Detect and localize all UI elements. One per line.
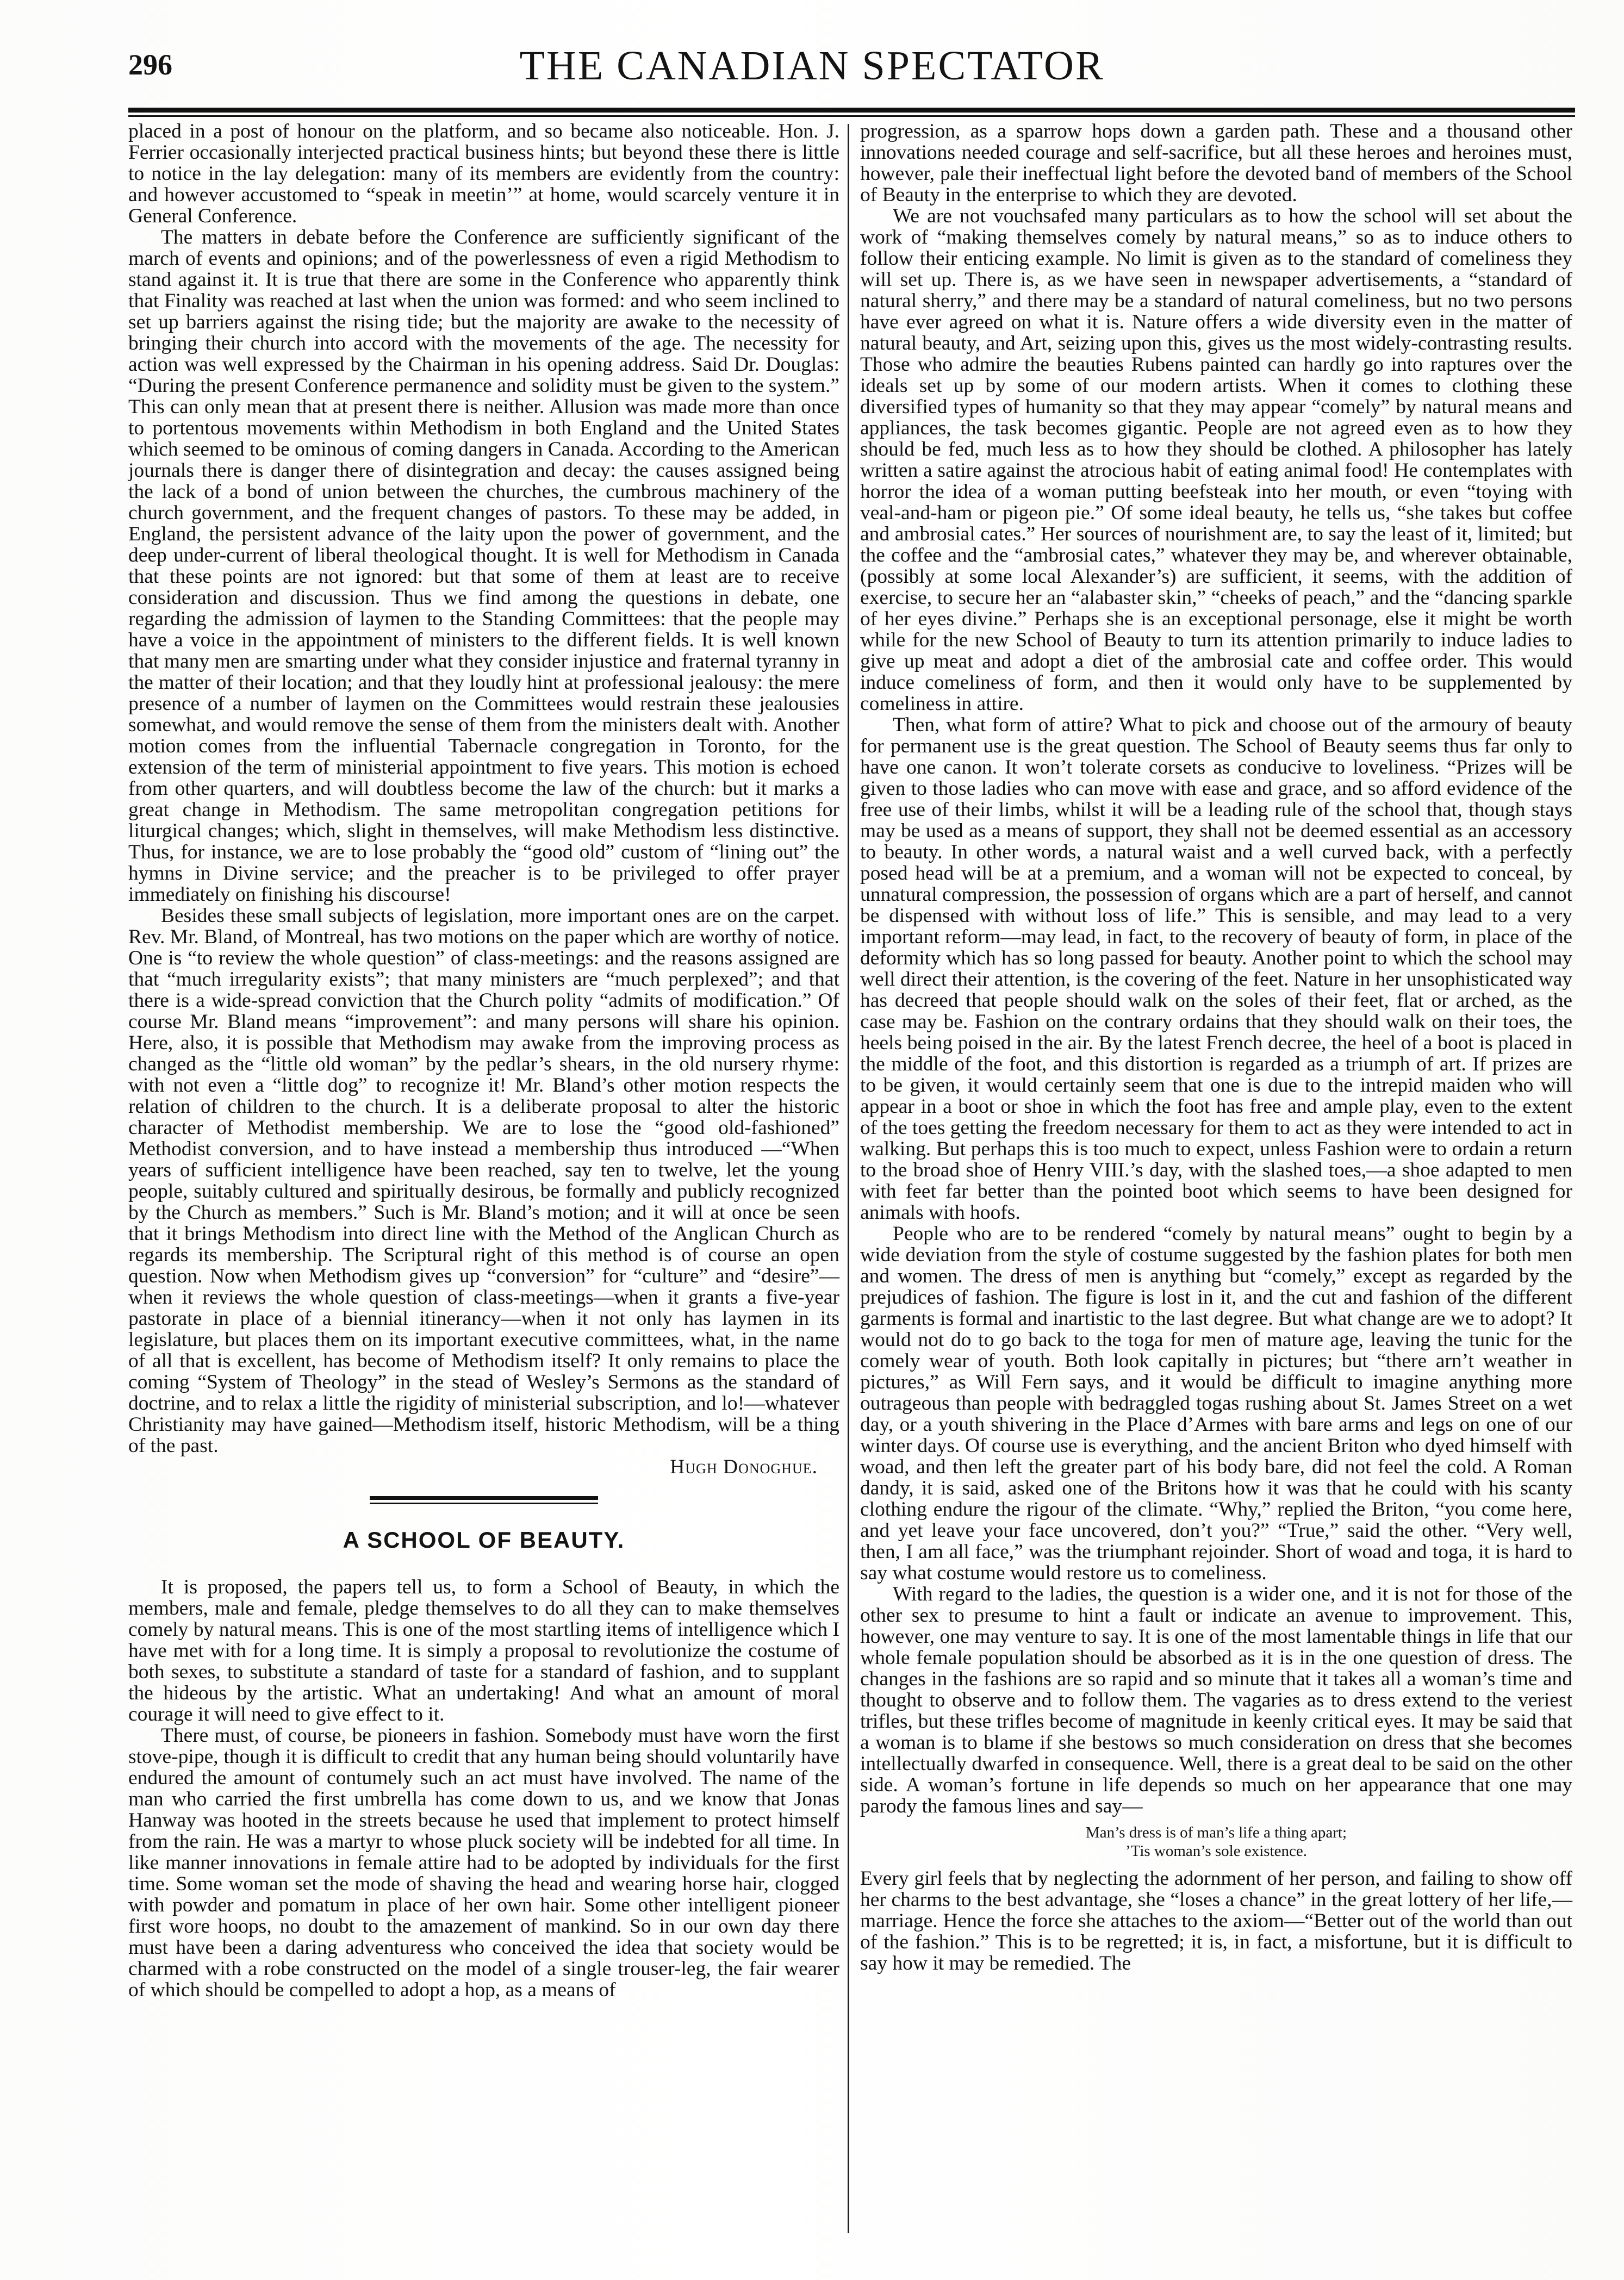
article-paragraph: People who are to be rendered “comely by natural means” ought to begin by a wide deviation from the style of costume suggested by the fashion plates for both men and women. The dress of men is anything but “comely,” except as regarded by the prejudices of fashion. The figure is lost in it, and the cut and fashion of the different garments is formal and inartistic to the last degree. But what change are we to adopt? It would not do to go back to the toga for men of mature age, leaving the tunic for the comely wear of youth. Both look capitally in pictures; but “there arn’t weather in pictures,” as Will Fern says, and it would be difficult to imagine anything more outrageous than people with bedraggled togas rushing about St. James Street on a wet day, or a youth shivering in the Place d’Armes with bare arms and legs on one of our winter days. Of course use is everything, and the ancient Briton who dyed himself with woad, and then left the greater part of his body bare, did not feel the cold. A Roman dandy, it is said, asked one of the Britons how it was that he could with his scanty clothing endure the rigour of the climate. “Why,” replied the Briton, “you come here, and yet leave your face uncovered, don’t you?” “True,” said the other. “Very well, then, I am all face,” was the triumphant rejoinder. Short of woad and toga, it is hard to say what costume would restore us to comeliness. xyxy=(860,1223,1572,1584)
article-paragraph: Besides these small subjects of legislation, more important ones are on the carpet. Rev. Mr. Bland, of Montreal, has two motions on the paper which are worthy of notice. One is “to review the whole question” of class-meetings: and the reasons assigned are that “much irregularity exists”; that many ministers are “much perplexed”; and that there is a wide-spread conviction that the Church polity “admits of modification.” Of course Mr. Bland means “improvement”: and many persons will share his opinion. Here, also, it is possible that Methodism may awake from the improving process as changed as the “little old woman” by the pedlar’s shears, in the old nursery rhyme: with not even a “little dog” to recognize it! Mr. Bland’s other motion respects the relation of children to the church. It is a deliberate proposal to alter the historic character of Methodist membership. We are to lose the “good old-fashioned” Methodist conversion, and to have instead a membership thus introduced —“When years of sufficient intelligence have been reached, say ten to twelve, let the young people, suitably cultured and spiritually desirous, be formally and publicly recognized by the Church as members.” Such is Mr. Bland’s motion; and it will at once be seen that it brings Methodism into direct line with the Method of the Anglican Church as regards its membership. The Scriptural right of this method is of course an open question. Now when Methodism gives up “conversion” for “culture” and “desire”—when it reviews the whole question of class-meetings—when it grants a five-year pastorate in place of a biennial itinerancy—when it not only has laymen in its legislature, but places them on its important executive committees, what, in the name of all that is excellent, has become of Methodism itself? It only remains to place the coming “System of Theology” in the stead of Wesley’s Sermons as the standard of doctrine, and to relax a little the rigidity of ministerial subscription, and lo!—whatever Christianity may have gained—Methodism itself, historic Methodism, will be a thing of the past. xyxy=(128,905,839,1457)
article-paragraph: placed in a post of honour on the platform, and so became also noticeable. Hon. J. Ferrier occasionally interjected practical business hints; but beyond these there is little to notice in the lay delegation: many of its members are evidently from the country: and however accustomed to “speak in meetin’” at home, would scarcely venture it in General Conference. xyxy=(128,120,839,227)
article-paragraph: With regard to the ladies, the question is a wider one, and it is not for those of the other sex to presume to hint a fault or indicate an avenue to improvement. This, however, one may venture to say. It is one of the most lamentable things in life that our whole female population should be absorbed as it is in the one question of dress. The changes in the fashions are so rapid and so minute that it takes all a woman’s time and thought to observe and to follow them. The vagaries as to dress extend to the veriest trifles, but these trifles become of magnitude in keenly critical eyes. It may be said that a woman is to blame if she bestows so much consideration on dress that she becomes intellectually dwarfed in consequence. Well, there is a great deal to be said on the other side. A woman’s fortune in life depends so much on her appearance that one may parody the famous lines and say— xyxy=(860,1583,1572,1817)
section-title: A SCHOOL OF BEAUTY. xyxy=(343,1527,625,1553)
section-divider-thick xyxy=(370,1496,598,1500)
verse-line: Man’s dress is of man’s life a thing apart; xyxy=(1085,1824,1347,1841)
page-number: 296 xyxy=(128,48,172,81)
verse-quote xyxy=(860,1823,1572,1860)
column-divider xyxy=(848,124,849,2233)
article-paragraph: The matters in debate before the Conference are sufficiently significant of the march of events and opinions; and of the powerlessness of even a rigid Methodism to stand against it. It is true that there are some in the Conference who apparently think that Finality was reached at last when the union was formed: and who seem inclined to set up barriers against the rising tide; but the majority are awake to the necessity of bringing their church into accord with the movements of the age. The necessity for action was well expressed by the Chairman in his opening address. Said Dr. Douglas: “During the present Conference permanence and solidity must be given to the system.” This can only mean that at present there is neither. Allusion was made more than once to portentous movements within Methodism in both England and the United States which seemed to be ominous of coming dangers in Canada. According to the American journals there is danger there of disintegration and decay: the causes assigned being the lack of a bond of union between the churches, the cumbrous machinery of the church government, and the frequent changes of pastors. To these may be added, in England, the persistent advance of the laity upon the power of government, and the deep under-current of liberal theological thought. It is well for Methodism in Canada that these points are not ignored: but that some of them at least are to receive consideration and discussion. Thus we find among the questions in debate, one regarding the admission of laymen to the Standing Committees: that the people may have a voice in the appointment of ministers to the different fields. It is well known that many men are smarting under what they consider injustice and fraternal tyranny in the matter of their location; and that they loudly hint at professional jealousy: the mere presence of a number of laymen on the Committees would restrain these jealousies somewhat, and would remove the sense of them from the ministers dealt with. Another motion comes from the influential Tabernacle congregation in Toronto, for the extension of the term of ministerial appointment to five years. This motion is echoed from other quarters, and will doubtless become the law of the church: but it marks a great change in Methodism. The same metropolitan congregation petitions for liturgical changes; which, slight in themselves, will make Methodism less distinctive. Thus, for instance, we are to lose probably the “good old” custom of “lining out” the hymns in Divine service; and the preacher is to be privileged to offer prayer immediately on finishing his discourse! xyxy=(128,226,839,906)
verse-line: ’Tis woman’s sole existence. xyxy=(1125,1842,1307,1860)
article-signature: Hugh Donoghue. xyxy=(670,1456,818,1478)
header-rule-thin xyxy=(128,115,1575,117)
article-paragraph: We are not vouchsafed many particulars as to how the school will set about the work of “making themselves comely by natural means,” so as to induce others to follow their enticing example. No limit is given as to the standard of comeliness they will set up. There is, as we have seen in newspaper advertisements, a “standard of natural sherry,” and there may be a standard of natural comeliness, but no two persons have ever agreed on what it is. Nature offers a wide diversity even in the matter of natural beauty, and Art, seizing upon this, gives us the most widely-contrasting results. Those who admire the beauties Rubens painted can hardly go into raptures over the ideals set up by some of our modern artists. When it comes to clothing these diversified types of humanity so that they may appear “comely” by natural means and appliances, the task becomes gigantic. People are not agreed even as to how they should be fed, much less as to how they should be clothed. A philosopher has lately written a satire against the atrocious habit of eating animal food! He contemplates with horror the idea of a woman putting beefsteak into her mouth, or even “toying with veal-and-ham or pigeon pie.” Of some ideal beauty, he tells us, “she takes but coffee and ambrosial cates.” Her sources of nourishment are, to say the least of it, limited; but the coffee and the “ambrosial cates,” whatever they may be, and wherever obtainable, (possibly at some local Alexander’s) are sufficient, it seems, with the addition of exercise, to secure her an “alabaster skin,” “cheeks of peach,” and the “dancing sparkle of her eyes divine.” Perhaps she is an exceptional personage, else it might be worth while for the new School of Beauty to turn its attention primarily to induce ladies to give up meat and adopt a diet of the ambrosial cate and coffee order. This would induce comeliness of form, and then it would only have to be supplemented by comeliness in attire. xyxy=(860,205,1572,715)
article-paragraph: progression, as a sparrow hops down a garden path. These and a thousand other innovations needed courage and self-sacrifice, but all these heroes and heroines must, however, pale their ineffectual light before the devoted band of members of the School of Beauty in the enterprise to which they are devoted. xyxy=(860,120,1572,206)
article-paragraph: It is proposed, the papers tell us, to form a School of Beauty, in which the members, male and female, pledge themselves to do all they can to make themselves comely by natural means. This is one of the most startling items of intelligence which I have met with for a long time. It is simply a proposal to revolutionize the costume of both sexes, to substitute a standard of taste for a standard of fashion, and to supplant the hideous by the artistic. What an undertaking! And what an amount of moral courage it will need to give effect to it. xyxy=(128,1576,839,1725)
article-paragraph: There must, of course, be pioneers in fashion. Somebody must have worn the first stove-pipe, though it is difficult to credit that any human being should voluntarily have endured the amount of contumely such an act must have involved. The name of the man who carried the first umbrella has come down to us, and we know that Jonas Hanway was hooted in the streets because he used that implement to protect himself from the rain. He was a martyr to whose pluck society will be indebted for all time. In like manner innovations in female attire had to be adopted by individuals for the first time. Some woman set the mode of shaving the head and wearing horse hair, clogged with powder and pomatum in place of her own hair. Some other intelligent pioneer first wore hoops, no doubt to the amazement of mankind. So in our own day there must have been a daring adventuress who conceived the idea that society would be charmed with a robe constructed on the model of a single trouser-leg, the fair wearer of which should be compelled to adopt a hop, as a means of xyxy=(128,1724,839,2001)
article-paragraph: Every girl feels that by neglecting the adornment of her person, and failing to show off her charms to the best advantage, she “loses a chance” in the great lottery of her life,—marriage. Hence the force she attaches to the axiom—“Better out of the world than out of the fashion.” This is to be regretted; it is, in fact, a misfortune, but it is difficult to say how it may be remedied. The xyxy=(860,1867,1572,1974)
masthead-title: THE CANADIAN SPECTATOR xyxy=(519,43,1105,89)
right-column xyxy=(860,121,1572,1974)
left-column xyxy=(128,121,839,2001)
article-paragraph: Then, what form of attire? What to pick and choose out of the armoury of beauty for permanent use is the great question. The School of Beauty seems thus far only to have one canon. It won’t tolerate corsets as conducive to loveliness. “Prizes will be given to those ladies who can move with ease and grace, and so afford evidence of the free use of their limbs, whilst it will be a leading rule of the school that, though stays may be used as a means of support, they shall not be deemed essential as an accessory to beauty. In other words, a natural waist and a well curved back, with a perfectly posed head will be at a premium, and a woman will not be expected to conceal, by unnatural compression, the possession of organs which are a part of herself, and cannot be dispensed with without loss of life.” This is sensible, and may lead to a very important reform—may lead, in fact, to the recovery of beauty of form, in place of the deformity which has so long passed for beauty. Another point to which the school may well direct their attention, is the covering of the feet. Nature in her unsophisticated way has decreed that people should walk on the soles of their feet, flat or arched, as the case may be. Fashion on the contrary ordains that they should walk on their toes, the heels being poised in the air. By the latest French decree, the heel of a boot is placed in the middle of the foot, and this distortion is regarded as a triumph of art. If prizes are to be given, it would certainly seem that one is due to the intrepid maiden who will appear in a boot or shoe in which the foot has free and ample play, even to the extent of the toes getting the freedom necessary for them to act as they were intended to act in walking. But perhaps this is too much to expect, unless Fashion were to ordain a return to the broad shoe of Henry VIII.’s day, with the slashed toes,—a shoe adapted to men with feet far better than the pointed boot which seems to have been designed for animals with hoofs. xyxy=(860,714,1572,1224)
header-rule-thick xyxy=(128,108,1575,113)
section-divider-thin xyxy=(370,1503,598,1504)
